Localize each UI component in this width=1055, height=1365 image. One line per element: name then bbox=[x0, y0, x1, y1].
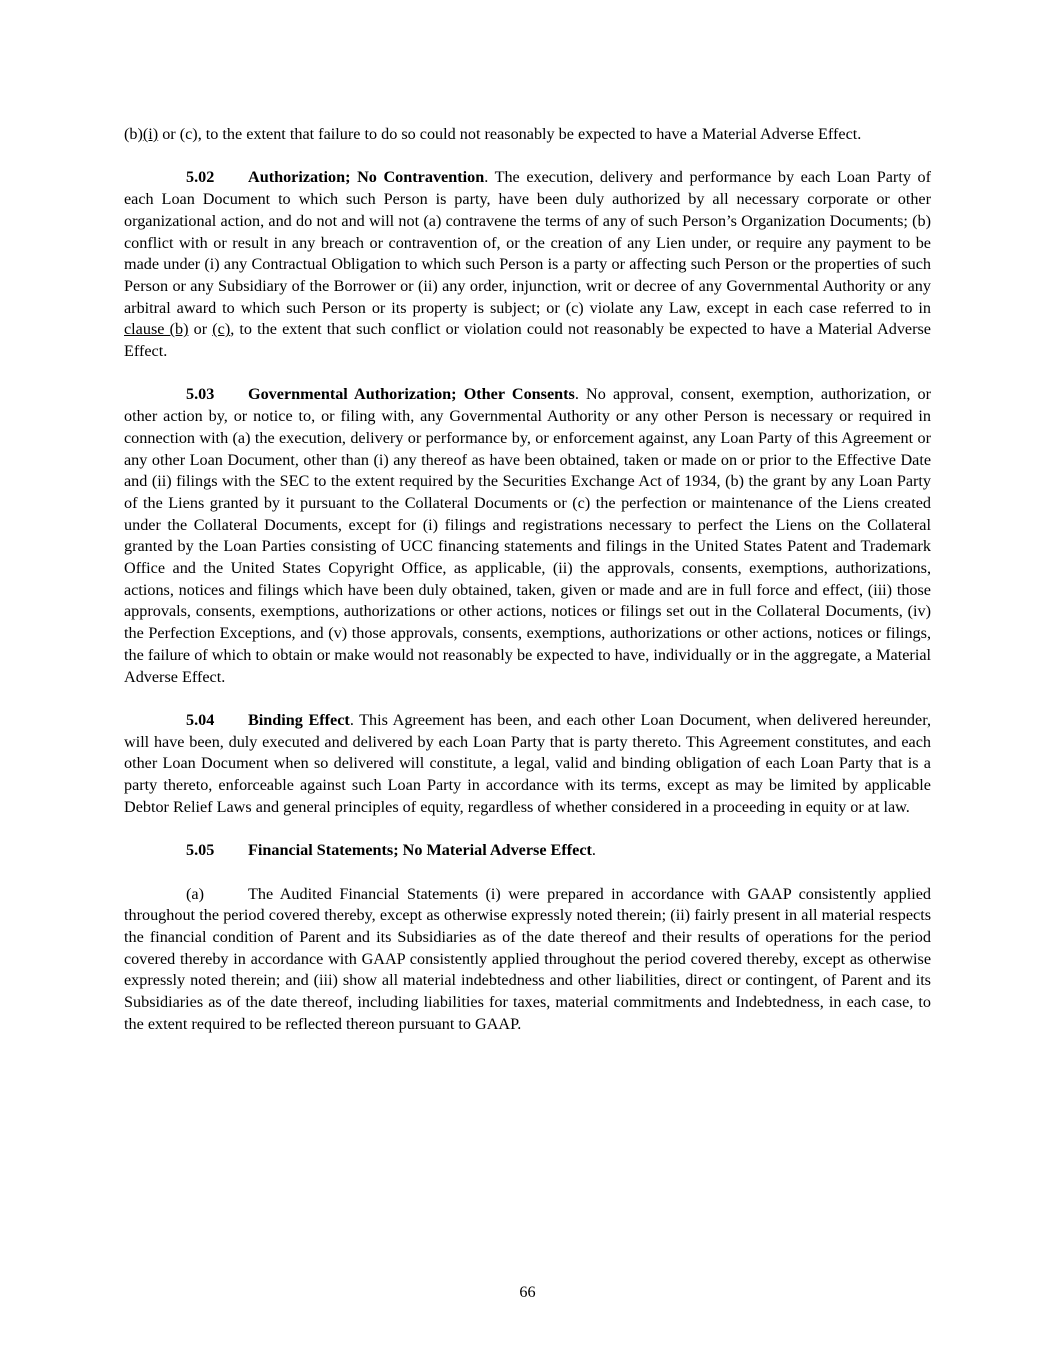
continuation-paragraph bbox=[124, 124, 931, 146]
section-5-05-a bbox=[124, 884, 931, 1036]
section-body: . bbox=[591, 841, 596, 860]
section-5-02 bbox=[124, 167, 931, 362]
section-heading: Binding Effect bbox=[248, 710, 350, 729]
section-5-03 bbox=[124, 384, 931, 688]
document-page bbox=[124, 124, 931, 1057]
section-heading: Governmental Authorization; Other Consents bbox=[248, 385, 575, 404]
section-body: . This Agreement has been, and each other Loan Document, when delivered hereunder, will have been, duly executed and delivered by each Loan Party that is party thereto. This Agreement constitutes, and each other Loan Document when so delivered will constitute, a legal, valid and binding obligation of each Loan Party that is a party thereto, enforceable against such Loan Party in accordance with its terms, except as may be limited by applicable Debtor Relief Laws and general principles of equity, regardless of whether considered in a proceeding in equity or at law. bbox=[124, 710, 931, 816]
section-body: , to the extent that such conflict or violation could not reasonably be expected to have a Material Adverse Effect. bbox=[124, 320, 931, 361]
section-number: 5.03 bbox=[186, 385, 215, 404]
cross-reference-link: clause (b) bbox=[124, 320, 189, 339]
section-5-05 bbox=[124, 840, 931, 862]
section-heading: Authorization; No Contravention bbox=[248, 168, 485, 187]
subsection-label: (a) bbox=[186, 884, 204, 903]
section-heading: Financial Statements; No Material Adverse Effect bbox=[248, 841, 592, 860]
section-number: 5.02 bbox=[186, 168, 215, 187]
cross-reference-link: (i) bbox=[142, 125, 159, 143]
section-5-04 bbox=[124, 710, 931, 819]
cross-reference-link: (c) bbox=[212, 320, 231, 339]
page-number: 66 bbox=[519, 1283, 536, 1301]
section-body: or bbox=[188, 320, 213, 339]
subsection-body: The Audited Financial Statements (i) were prepared in accordance with GAAP consistently applied throughout the period covered thereby, except as otherwise expressly noted therein; (ii) fairly present in all material respects the financial condition of Parent and its Subsidiaries as of the date thereof and their results of operations for the period covered thereby in accordance with GAAP consistently applied throughout the period covered thereby, except as otherwise expressly noted therein; and (iii) show all material indebtedness and other liabilities, direct or contingent, of Parent and its Subsidiaries as of the date thereof, including liabilities for taxes, material commitments and Indebtedness, in each case, to the extent required to be reflected thereon pursuant to GAAP. bbox=[124, 884, 931, 1033]
cont-text-post: or (c), to the extent that failure to do so could not reasonably be expected to have a Material Adverse Effect. bbox=[158, 125, 862, 143]
section-number: 5.04 bbox=[186, 710, 215, 729]
section-number: 5.05 bbox=[186, 841, 215, 860]
section-body: . The execution, delivery and performance by each Loan Party of each Loan Document to which such Person is party, have been duly authorized by all necessary corporate or other organizational action, and do not and will not (a) contravene the terms of any of such Person’s Organization Documents; (b) conflict with or result in any breach or contravention of, or the creation of any Lien under, or require any payment to be made under (i) any Contractual Obligation to which such Person is a party or affecting such Person or the properties of such Person or any Subsidiary of the Borrower or (ii) any order, injunction, writ or decree of any Governmental Authority or any arbitral award to which such Person or its property is subject; or (c) violate any Law, except in each case referred to in bbox=[124, 168, 931, 317]
section-body: . No approval, consent, exemption, authorization, or other action by, or notice to, or filing with, any Governmental Authority or any other Person is necessary or required in connection with (a) the execution, delivery or performance by, or enforcement against, any Loan Party of this Agreement or any other Loan Document, other than (i) any thereof as have been obtained, taken or made on or prior to the Effective Date and (ii) filings with the SEC to the extent required by the Securities Exchange Act of 1934, (b) the grant by any Loan Party of the Liens granted by it pursuant to the Collateral Documents or (c) the perfection or maintenance of the Liens created under the Collateral Documents, except for (i) filings and registrations necessary to perfect the Liens on the Collateral granted by the Loan Parties consisting of UCC financing statements and filings in the United States Patent and Trademark Office and the United States Copyright Office, as applicable, (ii) the approvals, consents, exemptions, authorizations, actions, notices and filings which have been duly obtained, taken, given or made and are in full force and effect, (iii) those approvals, consents, exemptions, authorizations or other actions, notices or filings set out in the Collateral Documents, (iv) the Perfection Exceptions, and (v) those approvals, consents, exemptions, authorizations or other actions, notices or filings, the failure of which to obtain or make would not reasonably be expected to have, individually or in the aggregate, a Material Adverse Effect. bbox=[124, 385, 931, 686]
cont-text-pre: (b) bbox=[124, 125, 143, 143]
